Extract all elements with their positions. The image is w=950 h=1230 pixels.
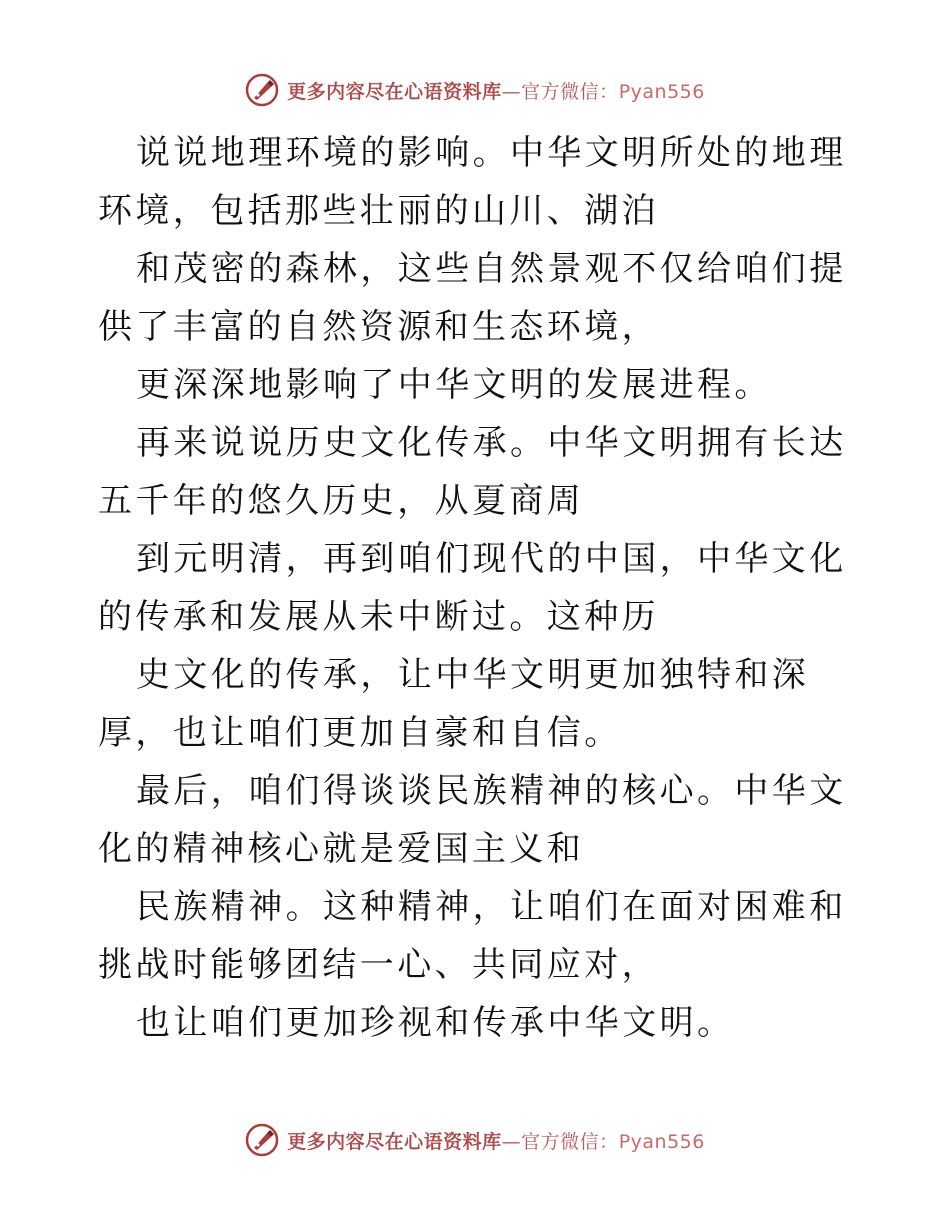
paragraph: 说说地理环境的影响。中华文明所处的地理环境，包括那些壮丽的山川、湖泊 — [98, 133, 847, 231]
paragraph: 更深深地影响了中华文明的发展进程。 — [136, 365, 772, 405]
banner-sub-text: 官方微信： — [521, 80, 619, 103]
paragraph: 也让咱们更加珍视和传承中华文明。 — [136, 1003, 735, 1043]
paragraph: 民族精神。这种精神，让咱们在面对困难和挑战时能够团结一心、共同应对， — [98, 887, 847, 985]
banner-sub-text: 官方微信： — [521, 1130, 619, 1153]
header-banner — [0, 70, 950, 110]
pen-nib-logo-icon — [245, 73, 279, 107]
banner-handle: Pyan556 — [618, 80, 705, 103]
banner-text — [287, 1127, 705, 1154]
pen-nib-logo-icon — [245, 1123, 279, 1157]
paragraph: 再来说说历史文化传承。中华文明拥有长达五千年的悠久历史，从夏商周 — [98, 423, 847, 521]
banner-main-text: 更多内容尽在心语资料库 — [287, 80, 502, 103]
banner-handle: Pyan556 — [618, 1130, 705, 1153]
paragraph: 和茂密的森林，这些自然景观不仅给咱们提供了丰富的自然资源和生态环境， — [98, 249, 847, 347]
paragraph: 最后，咱们得谈谈民族精神的核心。中华文化的精神核心就是爱国主义和 — [98, 771, 847, 869]
paragraph: 史文化的传承，让中华文明更加独特和深厚，也让咱们更加自豪和自信。 — [98, 655, 810, 753]
footer-banner — [0, 1120, 950, 1160]
banner-text — [287, 77, 705, 104]
banner-separator: — — [501, 80, 522, 103]
document-body — [98, 124, 858, 1052]
banner-separator: — — [501, 1130, 522, 1153]
paragraph: 到元明清，再到咱们现代的中国，中华文化的传承和发展从未中断过。这种历 — [98, 539, 847, 637]
banner-main-text: 更多内容尽在心语资料库 — [287, 1130, 502, 1153]
